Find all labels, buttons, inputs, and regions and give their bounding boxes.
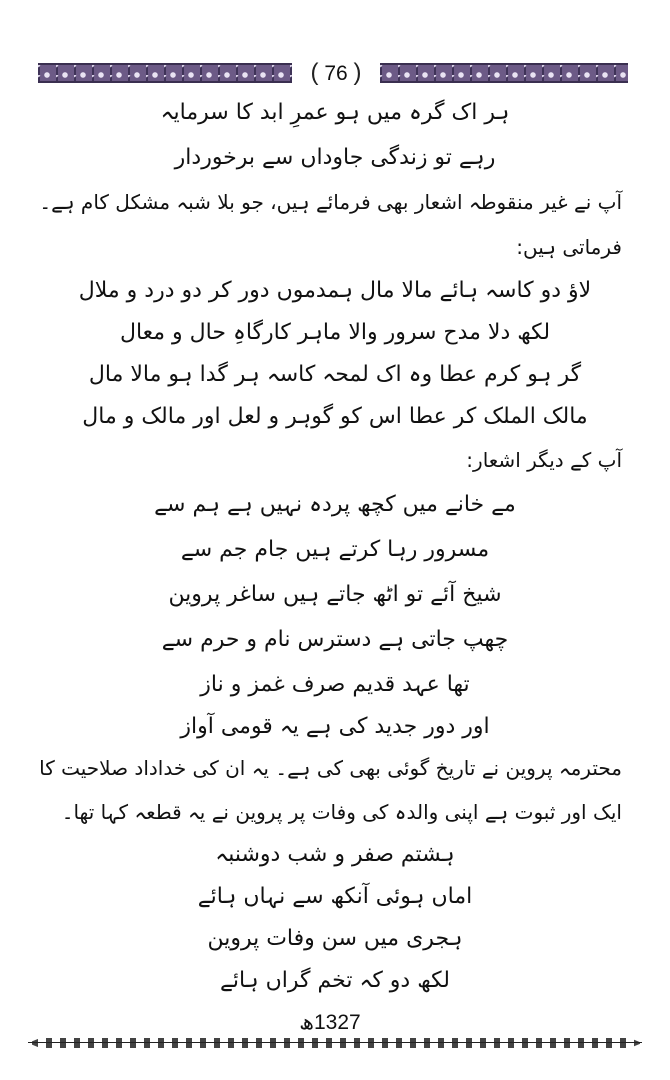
verse-line: رہے تو زندگی جاوداں سے برخوردار (174, 145, 496, 170)
verse-line: اماں ہوئی آنکھ سے نہاں ہائے (197, 884, 473, 909)
bracket-open: ( (310, 59, 319, 86)
footer-ornament (28, 1038, 642, 1048)
verse-line: مسرور رہا کرتے ہیں جام جم سے (180, 537, 490, 562)
prose-heading: آپ کے دیگر اشعار: (466, 448, 622, 472)
verse-line: شیخ آئے تو اٹھ جاتے ہیں ساغر پروین (168, 582, 502, 607)
header-ornament-left (38, 63, 292, 83)
verse-line: ہر اک گرہ میں ہو عمرِ ابد کا سرمایہ (160, 100, 510, 125)
prose-heading: فرماتی ہیں: (516, 235, 622, 259)
page-number-label (296, 60, 376, 86)
verse-line: گر ہو کرم عطا وہ اک لمحہ کاسہ ہر گدا ہو مالا مال (88, 362, 582, 387)
hijri-year: 1327ھ (299, 1011, 361, 1034)
prose-line: محترمہ پروین نے تاریخ گوئی بھی کی ہے۔ یہ ان کی خداداد صلاحیت کا (39, 756, 622, 780)
page-number: 76 (324, 62, 348, 85)
prose-line: ایک اور ثبوت ہے اپنی والدہ کی وفات پر پروین نے یہ قطعہ کہا تھا۔ (61, 800, 622, 824)
page-header (38, 60, 628, 86)
verse-line: لاؤ دو کاسہ ہائے مالا مال ہمدموں دور کر دو درد و ملال (78, 278, 592, 303)
verse-line: تھا عہد قدیم صرف غمز و ناز (200, 672, 470, 697)
verse-line: چھپ جاتی ہے دسترس نام و حرم سے (161, 627, 509, 652)
verse-line: مالک الملک کر عطا اس کو گوہر و لعل اور مالک و مال (82, 404, 588, 429)
header-ornament-right (380, 63, 628, 83)
verse-line: لکھ دلا مدح سرور والا ماہر کارگاہِ حال و معال (119, 320, 551, 345)
verse-line: اور دور جدید کی ہے یہ قومی آواز (180, 714, 490, 739)
prose-line: آپ نے غیر منقوطہ اشعار بھی فرمائے ہیں، جو بلا شبہ مشکل کام ہے۔ (39, 190, 622, 214)
verse-line: ہجری میں سن وفات پروین (207, 926, 463, 951)
footer-diamond-pattern (28, 1038, 642, 1048)
bracket-close: ) (353, 59, 362, 86)
verse-line: ہشتم صفر و شب دوشنبہ (215, 842, 455, 867)
verse-line: لکھ دو کہ تخم گراں ہائے (220, 968, 450, 993)
verse-line: مے خانے میں کچھ پردہ نہیں ہے ہم سے (154, 492, 516, 517)
